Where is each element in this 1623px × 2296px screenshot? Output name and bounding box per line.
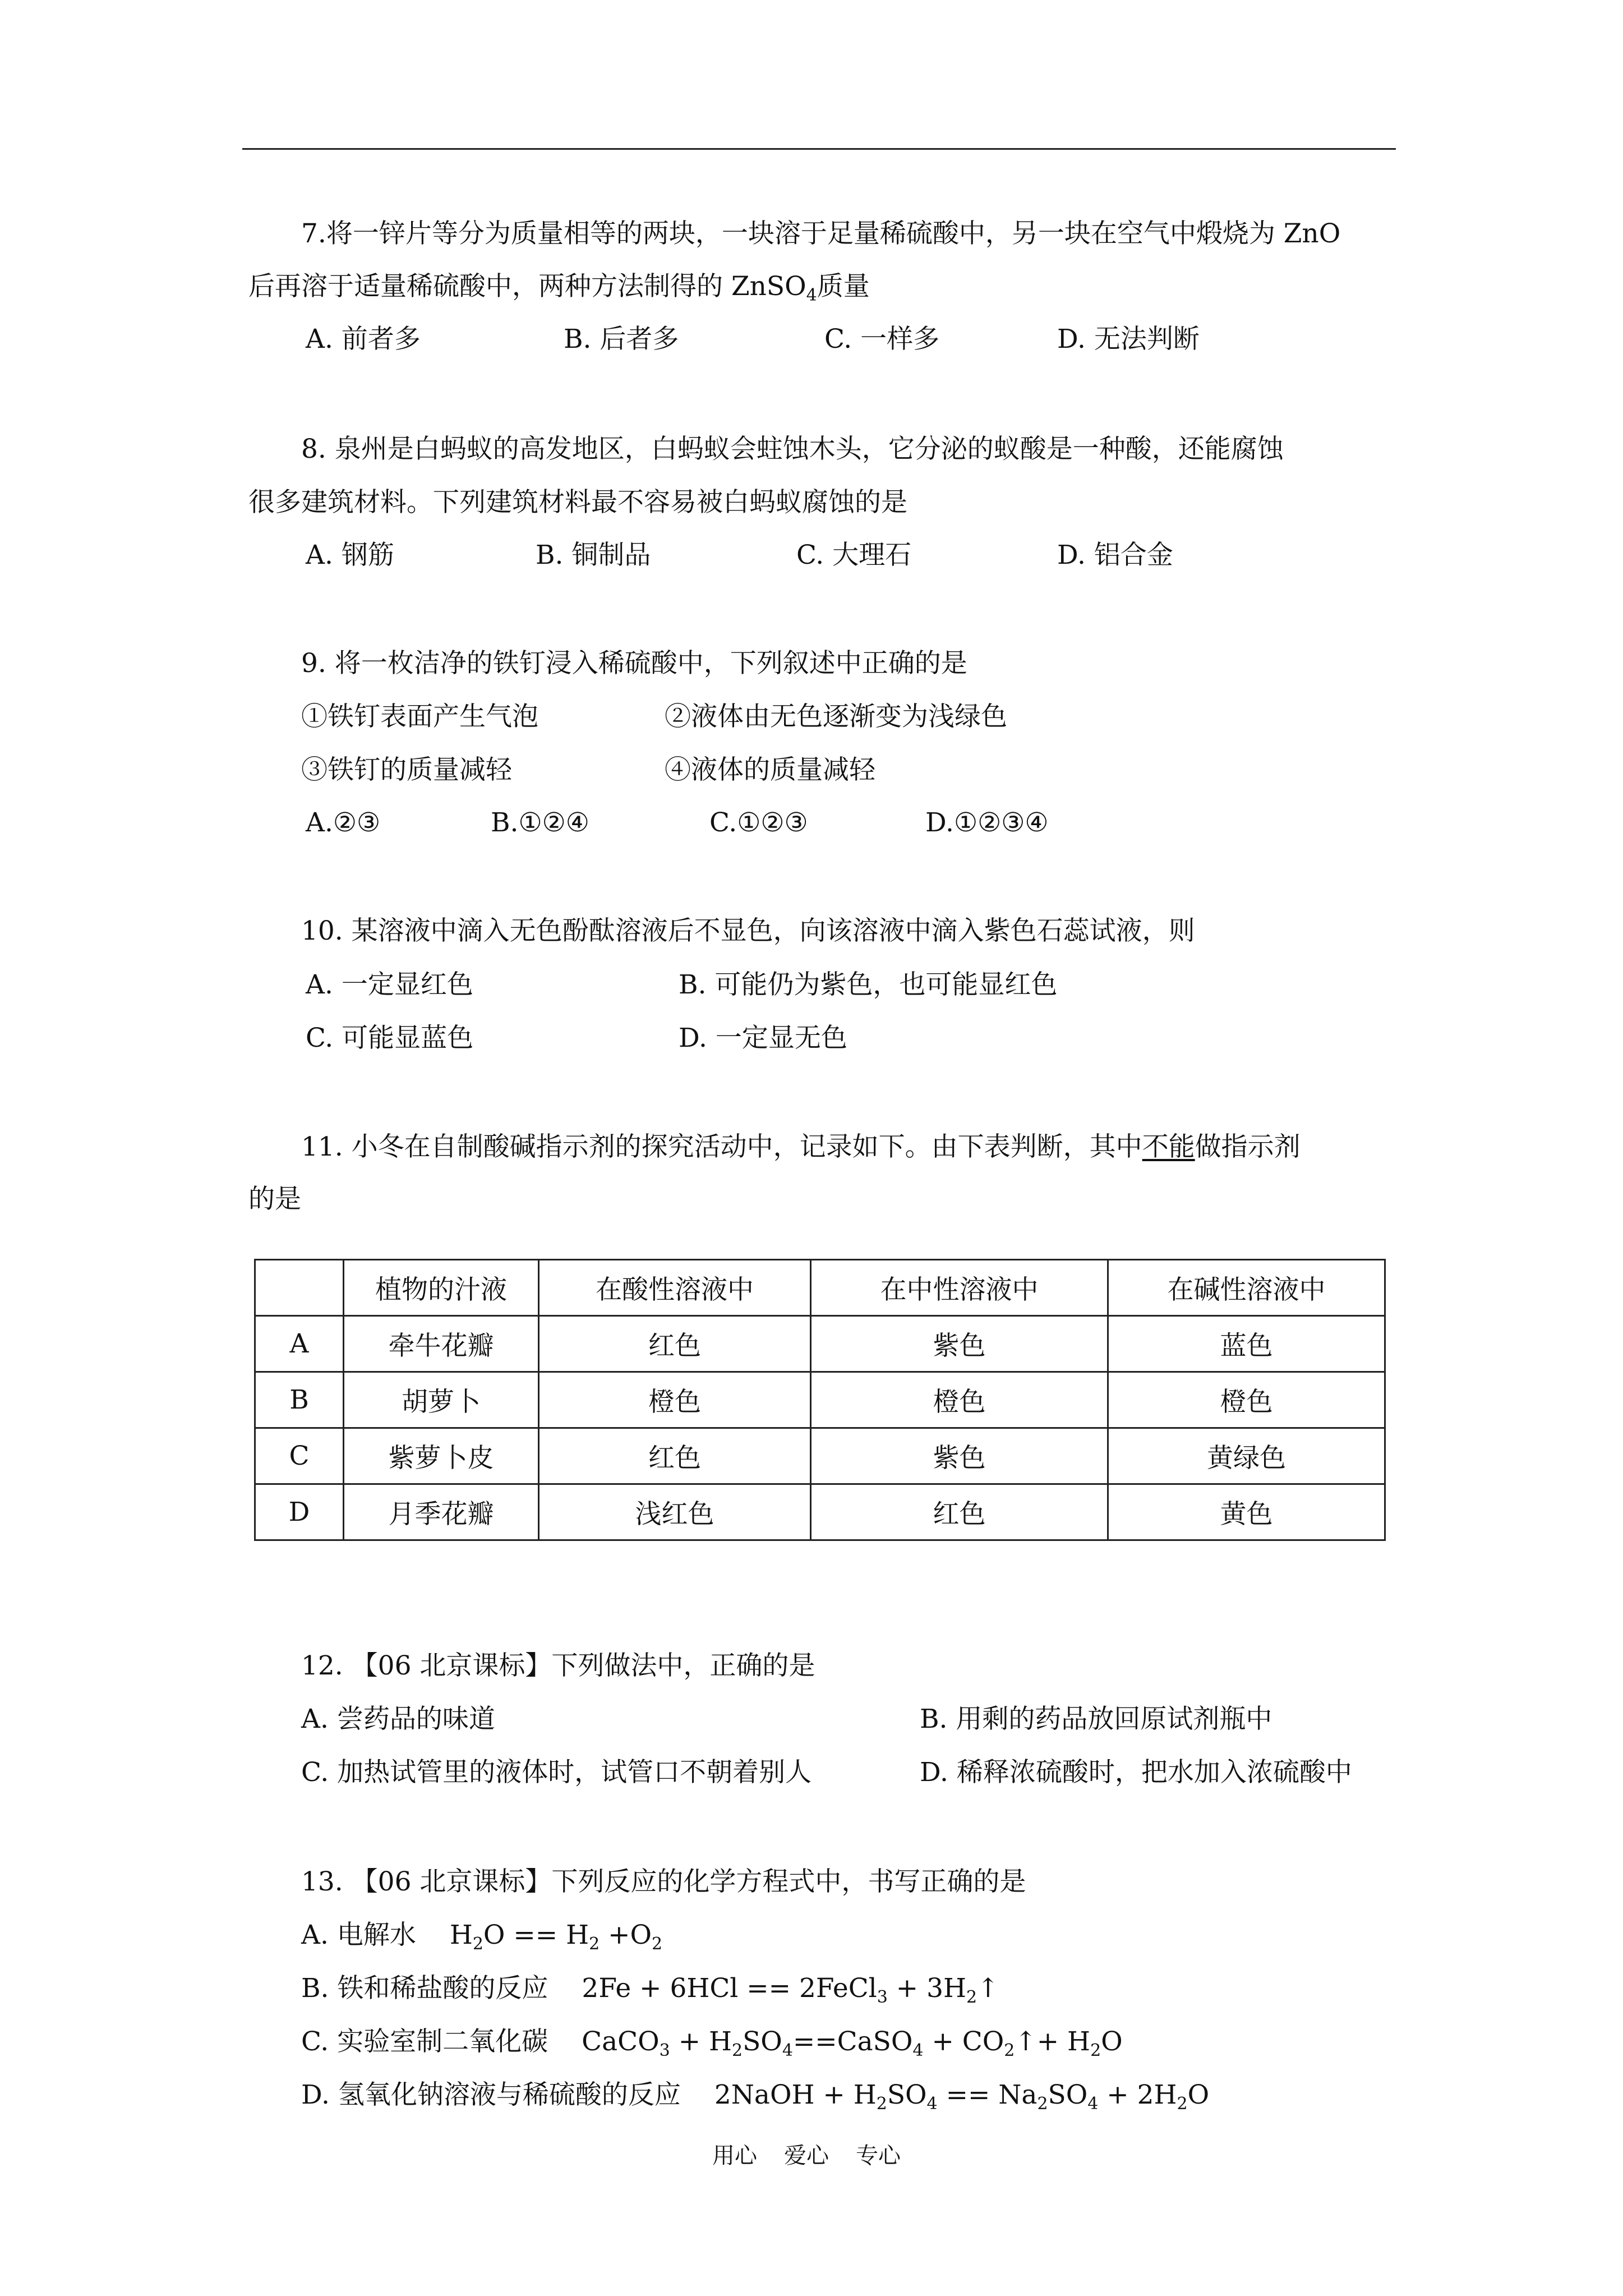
table-row [255, 1428, 1385, 1484]
q12-option-b: B. 用剩的药品放回原试剂瓶中 [920, 1704, 1272, 1734]
q7-option-b: B. 后者多 [564, 324, 679, 355]
q12-option-a: A. 尝药品的味道 [301, 1704, 495, 1734]
q9-statement-1: ①铁钉表面产生气泡 [301, 701, 538, 732]
q7-option-d: D. 无法判断 [1057, 324, 1200, 355]
table-cell: 牵牛花瓣 [344, 1316, 539, 1372]
table-cell: 红色 [539, 1316, 811, 1372]
table-header-cell: 在中性溶液中 [811, 1260, 1108, 1316]
table-cell: D [255, 1484, 344, 1540]
q8-option-a: A. 钢筋 [306, 540, 394, 570]
q9-option-b: B.①②④ [491, 807, 589, 838]
q13-option-d: D. 氢氧化钠溶液与稀硫酸的反应 2NaOH + $H_2SO_4 == Na_2SO_4 + 2H_2O$ [301, 2079, 1210, 2114]
table-header-cell: 植物的汁液 [344, 1260, 539, 1316]
q9-option-d: D.①②③④ [925, 807, 1049, 838]
footer-text: 专心 [856, 2143, 901, 2169]
table-cell: 橙色 [811, 1372, 1108, 1428]
q9-statement-4: ④液体的质量减轻 [665, 754, 875, 785]
table-cell: 橙色 [539, 1372, 811, 1428]
q10-line1: 10. 某溶液中滴入无色酚酞溶液后不显色，向该溶液中滴入紫色石蕊试液，则 [301, 915, 1195, 946]
q8-option-d: D. 铝合金 [1057, 540, 1173, 570]
q8-option-b: B. 铜制品 [536, 540, 651, 570]
table-header-cell: 在酸性溶液中 [539, 1260, 811, 1316]
q13-option-c: C. 实验室制二氧化碳 CaCO$_3$ + $H_2SO_4==CaSO_4$ + $CO_2↑+ H_2O$ [301, 2026, 1123, 2060]
q7-option-a: A. 前者多 [306, 324, 421, 355]
table-header-cell [255, 1260, 344, 1316]
q13-line1: 13. 【06 北京课标】下列反应的化学方程式中，书写正确的是 [301, 1866, 1026, 1897]
q12-option-d: D. 稀释浓硫酸时，把水加入浓硫酸中 [920, 1757, 1352, 1788]
q8-option-c: C. 大理石 [796, 540, 912, 570]
q8-line2: 很多建筑材料。下列建筑材料最不容易被白蚂蚁腐蚀的是 [248, 487, 907, 518]
table-row [255, 1484, 1385, 1540]
table-cell: 紫色 [811, 1428, 1108, 1484]
q10-option-a: A. 一定显红色 [306, 969, 473, 1000]
table-cell: 月季花瓣 [344, 1484, 539, 1540]
q7-option-c: C. 一样多 [824, 324, 940, 355]
q9-statement-3: ③铁钉的质量减轻 [301, 754, 512, 785]
q7-line1: 7.将一锌片等分为质量相等的两块，一块溶于足量稀硫酸中，另一块在空气中煅烧为 ZnO [301, 218, 1341, 249]
table-row [255, 1316, 1385, 1372]
table-cell: 红色 [811, 1484, 1108, 1540]
table-header-row [255, 1260, 1385, 1316]
q13-option-a: A. 电解水 $H_2O == H_2 +O_2$ [301, 1920, 663, 1954]
q10-option-d: D. 一定显无色 [679, 1023, 847, 1053]
q12-option-c: C. 加热试管里的液体时，试管口不朝着别人 [301, 1757, 812, 1788]
q12-line1: 12. 【06 北京课标】下列做法中，正确的是 [301, 1650, 815, 1681]
table-row [255, 1372, 1385, 1428]
table-cell: 蓝色 [1108, 1316, 1385, 1372]
footer-text: 用心 [712, 2143, 757, 2169]
table-cell: B [255, 1372, 344, 1428]
q9-statement-2: ②液体由无色逐渐变为浅绿色 [665, 701, 1007, 732]
table-cell: 橙色 [1108, 1372, 1385, 1428]
table-cell: 紫色 [811, 1316, 1108, 1372]
table-cell: C [255, 1428, 344, 1484]
q10-option-c: C. 可能显蓝色 [306, 1023, 474, 1053]
q7-line2: 后再溶于适量稀硫酸中，两种方法制得的 ZnSO$_4$质量 [248, 271, 870, 305]
q9-line1: 9. 将一枚洁净的铁钉浸入稀硫酸中，下列叙述中正确的是 [301, 648, 967, 679]
footer-text: 爱心 [784, 2143, 829, 2169]
table-cell: 浅红色 [539, 1484, 811, 1540]
table-cell: 紫萝卜皮 [344, 1428, 539, 1484]
table-cell: 黄色 [1108, 1484, 1385, 1540]
table-cell: 黄绿色 [1108, 1428, 1385, 1484]
q9-option-a: A.②③ [306, 807, 381, 838]
q10-option-b: B. 可能仍为紫色，也可能显红色 [679, 969, 1058, 1000]
q9-option-c: C.①②③ [709, 807, 808, 838]
indicator-table [254, 1259, 1386, 1541]
table-header-cell: 在碱性溶液中 [1108, 1260, 1385, 1316]
q8-line1: 8. 泉州是白蚂蚁的高发地区，白蚂蚁会蛀蚀木头，它分泌的蚁酸是一种酸，还能腐蚀 [301, 434, 1284, 464]
table-cell: 胡萝卜 [344, 1372, 539, 1428]
q11-line1: 11. 小冬在自制酸碱指示剂的探究活动中，记录如下。由下表判断，其中不能做指示剂 [301, 1131, 1301, 1162]
header-rule [242, 148, 1396, 150]
q11-line2: 的是 [248, 1184, 301, 1214]
table-cell: 红色 [539, 1428, 811, 1484]
page-footer [712, 2142, 928, 2170]
table-cell: A [255, 1316, 344, 1372]
q13-option-b: B. 铁和稀盐酸的反应 2Fe + 6HCl == 2FeCl$_3$ + $3H_2↑$ [301, 1973, 999, 2007]
